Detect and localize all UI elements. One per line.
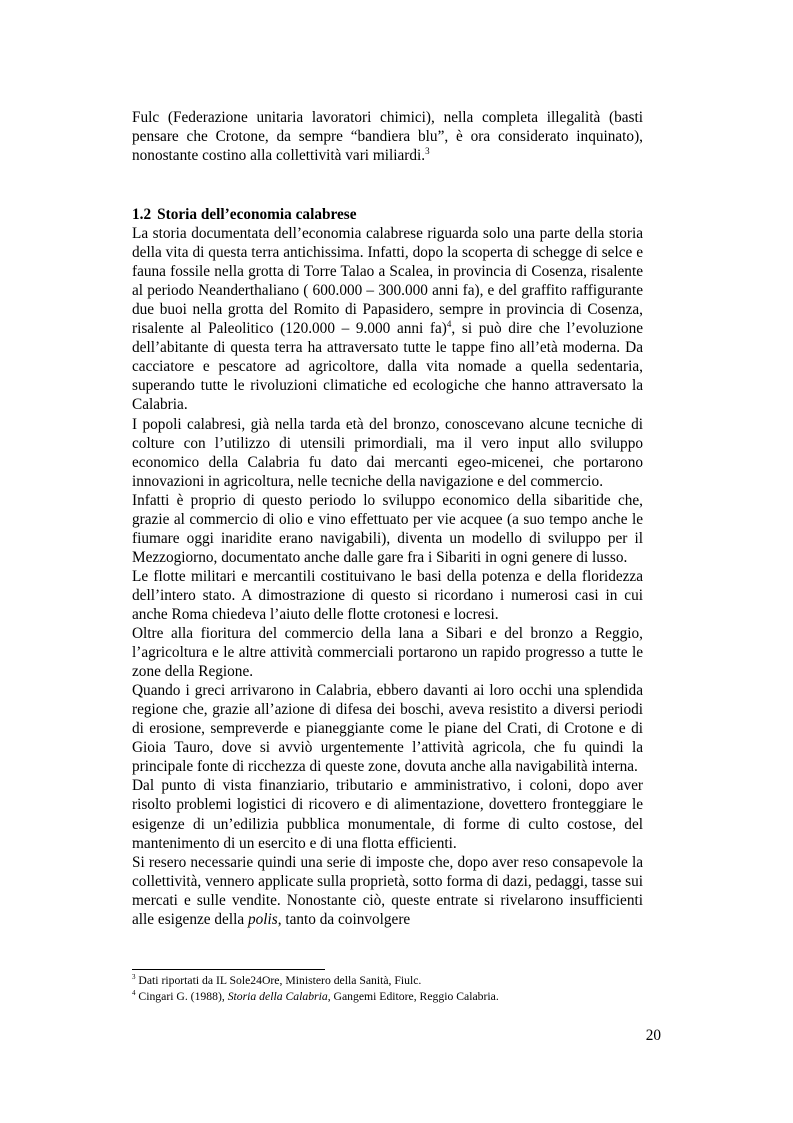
paragraph: Infatti è proprio di questo periodo lo sviluppo economico della sibaritide che, grazie al commercio di olio e vino effettuato per vie acquee (a suo tempo anche le fiumare oggi inaridite erano navigabili), diventa un modello di sviluppo per il Mezzogiorno, documentato anche dalle gare fra i Sibariti in ogni genere di lusso.	[132, 491, 643, 566]
paragraph	[132, 853, 643, 929]
footnote-ref-4: 4	[446, 319, 452, 330]
intro-text	[132, 108, 643, 165]
section-number: 1.2	[132, 206, 152, 223]
section-body	[132, 205, 643, 929]
paragraph-text: Si resero necessarie quindi una serie di imposte che, dopo aver reso consapevole la collettività, vennero applicate sulla proprietà, sotto forma di dazi, pedaggi, tasse sui mercati e sulle vendite. Nonostante ciò, queste entrate si rivelarono insufficienti alle esigenze della	[132, 853, 644, 928]
footnote-text: Dati riportati da IL Sole24Ore, Ministero della Sanità, Fiulc.	[135, 974, 422, 987]
footnote-3	[132, 973, 643, 989]
paragraph: Le flotte militari e mercantili costituivano le basi della potenza e della floridezza dell’intero stato. A dimostrazione di questo si ricordano i numerosi casi in cui anche Roma chiedeva l’aiuto delle flotte crotonesi e locresi.	[132, 567, 643, 623]
page-number: 20	[645, 1027, 661, 1044]
footnote-text: Cingari G. (1988),	[135, 990, 228, 1003]
paragraph: Dal punto di vista finanziario, tributario e amministrativo, i coloni, dopo aver risolto problemi logistici di ricovero e di alimentazione, dovettero fronteggiare le esigenze di un’edilizia pubblica monumentale, di forme di culto costose, del mantenimento di un esercito e di una flotta efficienti.	[132, 777, 643, 852]
footnote-divider	[132, 969, 325, 970]
section-heading	[132, 205, 643, 224]
footnote-number: 3	[132, 973, 136, 982]
footnote-4	[132, 989, 643, 1005]
footnote-number: 4	[132, 989, 136, 998]
italic-term: polis	[247, 910, 278, 928]
intro-sentence: Fulc (Federazione unitaria lavoratori chimici), nella completa illegalità (basti pensare che Crotone, da sempre “bandiera blu”, è ora considerato inquinato), nonostante costino alla collettività vari miliardi.	[132, 109, 643, 165]
paragraph-text: , tanto da coinvolgere	[277, 910, 411, 928]
footnote-ref-3: 3	[425, 146, 430, 156]
paragraph-text: La storia documentata dell’economia calabrese riguarda solo una parte della storia della vita di questa terra antichissima. Infatti, dopo la scoperta di schegge di selce e fauna fossile nella grotta di Torre Talao a Scalea, in provincia di Cosenza, risalente al periodo Neanderthaliano ( 600.000 – 300.000 anni fa), e del graffito raffigurante due buoi nella grotta del Romito di Papasidero, sempre in provincia di Cosenza, risalente al Paleolitico (120.000 – 9.000 anni fa)	[132, 225, 643, 338]
footnotes	[132, 973, 643, 1005]
paragraph: I popoli calabresi, già nella tarda età del bronzo, conoscevano alcune tecniche di colture con l’utilizzo di utensili primordiali, ma il vero input allo sviluppo economico della Calabria fu dato dai mercanti egeo-micenei, che portarono innovazioni in agricoltura, nelle tecniche della navigazione e del commercio.	[132, 415, 643, 490]
paragraph	[132, 224, 643, 414]
paragraph: Quando i greci arrivarono in Calabria, ebbero davanti ai loro occhi una splendida regione che, grazie all’azione di difesa dei boschi, aveva resistito a diversi periodi di erosione, sempreverde e pianeggiante come le piane del Crati, di Crotone e di Gioia Tauro, dove si avviò urgentemente l’attività agricola, che fu quindi la principale fonte di ricchezza di queste zone, dovuta anche alla navigabilità interna.	[132, 682, 643, 776]
paragraph: Oltre alla fioritura del commercio della lana a Sibari e del bronzo a Reggio, l’agricoltura e le altre attività commerciali portarono un rapido progresso a tutte le zone della Regione.	[132, 625, 643, 681]
intro-paragraph	[132, 108, 643, 165]
paragraph-text: , si può dire che l’evoluzione dell’abitante di questa terra ha attraversato tutte le tappe fino all’età moderna. Da cacciatore e pescatore ad agricoltore, dalla vita nomade a quella sedentaria, superando tutte le rivoluzioni climatiche ed ecologiche che hanno attraversato la Calabria.	[132, 320, 644, 414]
footnote-text: , Gangemi Editore, Reggio Calabria.	[327, 990, 499, 1003]
section-title: Storia dell’economia calabrese	[157, 206, 357, 223]
footnote-book-title: Storia della Calabria	[227, 990, 328, 1003]
